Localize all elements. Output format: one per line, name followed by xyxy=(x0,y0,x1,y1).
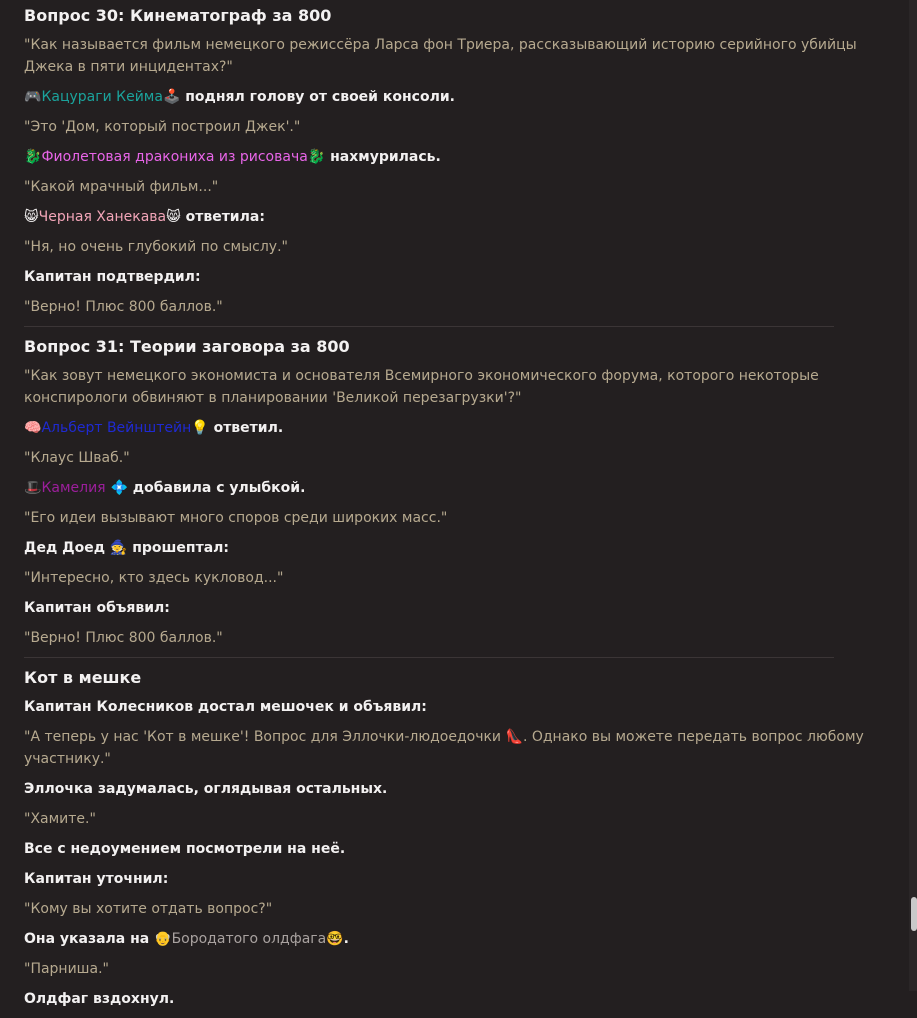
character-name-oldfag: Бородатого олдфага xyxy=(171,931,327,947)
cat-face-icon: 😸 xyxy=(24,209,39,225)
narration-line xyxy=(24,417,884,439)
narration-line: Все с недоумением посмотрели на неё. xyxy=(24,841,346,857)
diamond-icon: 💠 xyxy=(110,480,128,496)
quote-part: "А теперь у нас 'Кот в мешке'! Вопрос для Эллочки-людоедочки xyxy=(24,729,502,745)
brain-icon: 🧠 xyxy=(24,420,42,436)
narration-line xyxy=(24,86,884,108)
quote-line: "Какой мрачный фильм..." xyxy=(24,179,219,195)
scrollbar-track[interactable] xyxy=(909,0,917,991)
section-divider xyxy=(24,657,834,658)
narration-text: Она указала на xyxy=(24,931,150,947)
lightbulb-icon: 💡 xyxy=(191,420,209,436)
scrollbar-thumb[interactable] xyxy=(911,897,917,931)
quote-line: "Это 'Дом, который построил Джек'." xyxy=(24,119,301,135)
section-divider xyxy=(24,326,834,327)
chat-log xyxy=(24,0,884,1018)
cat-face-icon: 😸 xyxy=(166,209,181,225)
question-text-q30: "Как называется фильм немецкого режиссёра Ларса фон Триера, рассказывающий историю серийного убийцы Джека в пяти инцидентах?" xyxy=(24,37,857,75)
nerd-face-icon: 🤓 xyxy=(326,931,344,947)
quote-line: "Интересно, кто здесь кукловод..." xyxy=(24,570,284,586)
quote-part: . Однако вы можете передать вопрос любому участнику." xyxy=(24,729,864,767)
narration-action: ответил. xyxy=(213,420,284,436)
quote-line: "Клаус Шваб." xyxy=(24,450,130,466)
character-name-hanekawa: Черная Ханекава xyxy=(38,209,167,225)
narration-line: Капитан уточнил: xyxy=(24,871,169,887)
old-man-icon: 👴 xyxy=(154,931,172,947)
quote-line xyxy=(24,726,884,770)
narration-line xyxy=(24,146,884,168)
character-name-katsuragi: Кацураги Кейма xyxy=(41,89,163,105)
narration-action: ответила: xyxy=(185,209,265,225)
wizard-icon: 🧙 xyxy=(109,540,128,556)
character-name-dragon: Фиолетовая дракониха из рисовача xyxy=(41,149,308,165)
narration-action: поднял голову от своей консоли. xyxy=(185,89,455,105)
quote-line: "Верно! Плюс 800 баллов." xyxy=(24,299,223,315)
top-hat-icon: 🎩 xyxy=(24,480,42,496)
narration-action: прошептал: xyxy=(132,540,229,556)
narration-line: Эллочка задумалась, оглядывая остальных. xyxy=(24,781,388,797)
narration-action: нахмурилась. xyxy=(330,149,441,165)
high-heel-icon: 👠 xyxy=(505,729,523,745)
quote-line: "Его идеи вызывают много споров среди широких масс." xyxy=(24,510,448,526)
section-title-kot: Кот в мешке xyxy=(24,668,142,687)
dragon-icon: 🐉 xyxy=(307,149,326,165)
character-name-albert: Альберт Вейнштейн xyxy=(41,420,192,436)
quote-line: "Парниша." xyxy=(24,961,109,977)
character-name-ded: Дед Доед xyxy=(24,540,106,556)
narration-line xyxy=(24,928,884,950)
dragon-icon: 🐉 xyxy=(24,149,42,165)
narration-line: Капитан Колесников достал мешочек и объявил: xyxy=(24,699,427,715)
narration-line: Олдфаг вздохнул. xyxy=(24,991,175,1007)
narration-line xyxy=(24,537,884,559)
quote-line: "Хамите." xyxy=(24,811,96,827)
narration-text: . xyxy=(343,931,349,947)
quote-line: "Ня, но очень глубокий по смыслу." xyxy=(24,239,288,255)
section-title-q31: Вопрос 31: Теории заговора за 800 xyxy=(24,337,350,356)
narration-line: Капитан подтвердил: xyxy=(24,269,201,285)
question-text-q31: "Как зовут немецкого экономиста и основателя Всемирного экономического форума, которого некоторые конспирологи обвиняют в планировании 'Великой перезагрузки'?" xyxy=(24,368,819,406)
character-name-kameliya: Камелия xyxy=(41,480,106,496)
narration-action: добавила с улыбкой. xyxy=(132,480,306,496)
narration-line xyxy=(24,477,884,499)
narration-line xyxy=(24,206,884,228)
quote-line: "Верно! Плюс 800 баллов." xyxy=(24,630,223,646)
quote-line: "Кому вы хотите отдать вопрос?" xyxy=(24,901,273,917)
section-title-q30: Вопрос 30: Кинематограф за 800 xyxy=(24,6,332,25)
joystick-icon: 🕹️ xyxy=(162,89,181,105)
gamepad-icon: 🎮 xyxy=(24,89,42,105)
narration-line: Капитан объявил: xyxy=(24,600,170,616)
